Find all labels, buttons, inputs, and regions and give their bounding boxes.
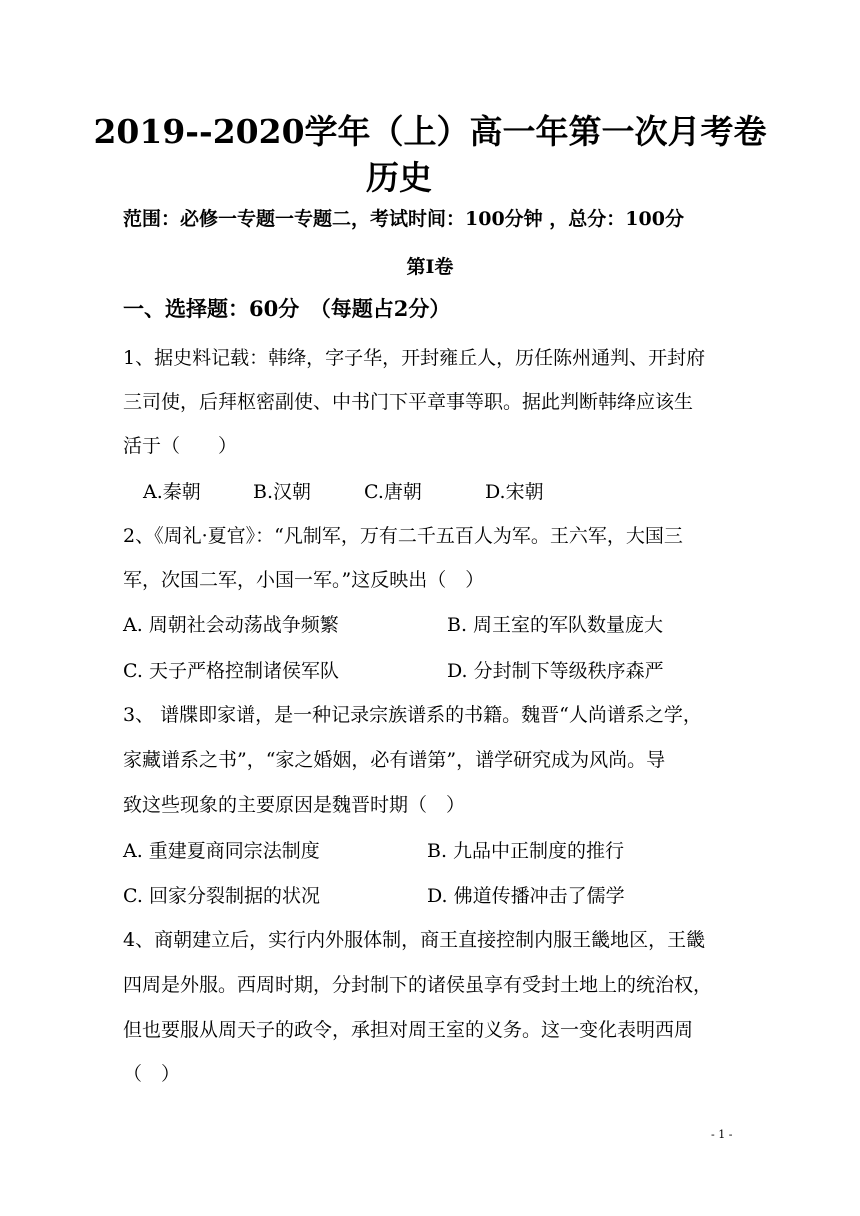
question-2-line-2: 军，次国二军，小国一军。”这反映出（ ）	[123, 569, 485, 591]
question-4-line-3: 但也要服从周天子的政令，承担对周王室的义务。这一变化表明西周	[123, 1019, 694, 1041]
question-3-line-1: 3、 谱牒即家谱，是一种记录宗族谱系的书籍。魏晋“人尚谱系之学，	[123, 704, 702, 726]
question-3-option-a: A. 重建夏商同宗法制度	[123, 840, 320, 862]
exam-title: 2019--2020学年（上）高一年第一次月考卷	[93, 112, 767, 151]
page-number: - 1 -	[711, 1128, 733, 1141]
exam-scope-info: 范围：必修一专题一专题二，考试时间：100分钟 ，总分：100分	[123, 208, 684, 230]
question-1-option-c: C.唐朝	[364, 481, 422, 503]
subject-title: 历史	[366, 158, 432, 197]
question-3-option-d: D. 佛道传播冲击了儒学	[427, 885, 625, 907]
question-1-line-3: 活于（ ）	[123, 435, 238, 457]
question-3-line-3: 致这些现象的主要原因是魏晋时期（ ）	[123, 794, 466, 816]
question-2-option-a: A. 周朝社会动荡战争频繁	[123, 614, 339, 636]
question-2-option-c: C. 天子严格控制诸侯军队	[123, 660, 339, 682]
volume-label: 第Ⅰ卷	[406, 256, 454, 278]
question-1-line-1: 1、据史料记载：韩绛，字子华，开封雍丘人，历任陈州通判、开封府	[123, 347, 706, 369]
question-4-line-4: （ ）	[123, 1063, 181, 1085]
question-3-line-2: 家藏谱系之书”，“家之婚姻，必有谱第”，谱学研究成为风尚。导	[123, 749, 666, 771]
question-4-line-2: 四周是外服。西周时期，分封制下的诸侯虽享有受封土地上的统治权，	[123, 974, 713, 996]
question-1-option-b: B.汉朝	[253, 481, 312, 503]
question-1-option-d: D.宋朝	[485, 481, 544, 503]
question-2-line-1: 2、《周礼·夏官》：“凡制军，万有二千五百人为军。王六军，大国三	[123, 525, 683, 547]
question-3-option-b: B. 九品中正制度的推行	[427, 840, 625, 862]
question-2-option-b: B. 周王室的军队数量庞大	[447, 614, 664, 636]
question-1-line-2: 三司使，后拜枢密副使、中书门下平章事等职。据此判断韩绛应该生	[123, 391, 694, 413]
question-4-line-1: 4、商朝建立后，实行内外服体制，商王直接控制内服王畿地区，王畿	[123, 929, 706, 951]
question-1-option-a: A.秦朝	[143, 481, 201, 503]
section-heading: 一、选择题：60分 （每题占2分）	[123, 296, 451, 321]
question-2-option-d: D. 分封制下等级秩序森严	[447, 660, 664, 682]
question-3-option-c: C. 回家分裂制据的状况	[123, 885, 320, 907]
